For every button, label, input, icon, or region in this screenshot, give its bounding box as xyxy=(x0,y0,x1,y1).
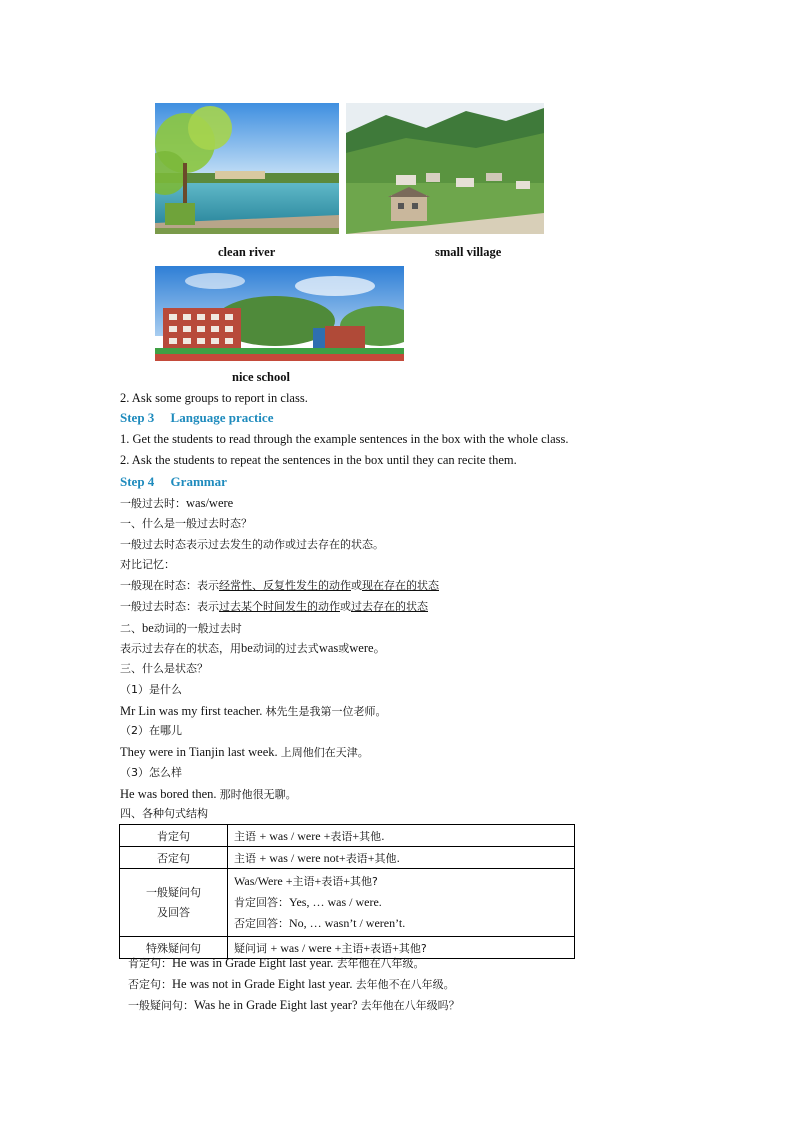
r4-d: + xyxy=(363,940,371,955)
example-affirmative xyxy=(128,955,425,972)
step3-item-2: 2. Ask the students to repeat the sentences in the box until they can recite them. xyxy=(120,453,517,467)
g1-cn: 一般过去时： xyxy=(120,497,186,510)
r4-b: + was / were + xyxy=(270,940,342,955)
step3-item-1: 1. Get the students to read through the example sentences in the box with the whole class. xyxy=(120,432,569,446)
grammar-compare: 对比记忆： xyxy=(120,558,175,571)
e2-en: He was not in Grade Eight last year. xyxy=(172,977,356,991)
grammar-definition: 一般过去时态表示过去发生的动作或过去存在的状态。 xyxy=(120,538,384,551)
r1-d: + xyxy=(352,828,360,843)
r3-l3-a: 否定回答： xyxy=(234,917,289,930)
caption-small-village: small village xyxy=(435,245,502,259)
r3-l2-a: 肯定回答： xyxy=(234,896,289,909)
grammar-example-3 xyxy=(120,786,297,803)
e3-cn: 去年他在八年级吗？ xyxy=(360,999,460,1012)
r4-f: + xyxy=(392,940,399,955)
g7-c: 动词的一般过去时 xyxy=(153,622,242,635)
grammar-past-tense-title xyxy=(120,495,233,512)
r3-l1-b: 主语 xyxy=(292,875,315,888)
grammar-state-3: （3）怎么样 xyxy=(120,766,182,779)
r3-l2-b: Yes, … was / were. xyxy=(289,895,382,909)
row-label-special-question: 特殊疑问句 xyxy=(120,937,228,959)
g5-c: 或 xyxy=(351,579,362,592)
g13-en: They were in Tianjin last week. xyxy=(120,745,281,759)
grammar-past-tense xyxy=(120,599,428,615)
r2-b: + was / were not+ xyxy=(259,850,346,865)
e2-cn: 去年他不在八年级。 xyxy=(355,978,455,991)
school-image xyxy=(155,266,404,361)
row-value-general-question xyxy=(228,869,575,937)
g1-en: was/were xyxy=(186,496,234,510)
row-value-affirmative xyxy=(228,825,575,847)
r3-l1-e: + xyxy=(343,874,351,888)
row-value-negative xyxy=(228,847,575,869)
g11-cn: 林先生是我第一位老师。 xyxy=(265,705,387,718)
table-row xyxy=(120,869,575,937)
grammar-present-tense xyxy=(120,578,439,594)
g7-a: 二、 xyxy=(120,622,142,635)
g6-a: 一般过去时态：表示 xyxy=(120,600,219,613)
caption-nice-school: nice school xyxy=(232,370,290,384)
e1-cn: 去年他在八年级。 xyxy=(336,957,425,970)
grammar-be-verb-desc xyxy=(120,640,386,657)
g8-c: 动词的过去式 xyxy=(252,642,319,655)
g6-b: 过去某个时间发生的动作 xyxy=(219,600,340,613)
grammar-what-is-past: 一、什么是一般过去时态？ xyxy=(120,517,252,530)
e1-label: 肯定句： xyxy=(128,957,172,970)
ask-groups-line: 2. Ask some groups to report in class. xyxy=(120,391,308,405)
grammar-what-is-state: 三、什么是状态？ xyxy=(120,662,208,675)
g6-d: 过去存在的状态 xyxy=(351,600,428,613)
e2-label: 否定句： xyxy=(128,978,172,991)
example-negative xyxy=(128,976,455,993)
r2-d: + xyxy=(367,850,375,865)
r1-c: 表语 xyxy=(330,829,353,843)
g5-b: 经常性、反复性发生的动作 xyxy=(219,579,351,592)
grammar-be-verb xyxy=(120,620,242,637)
g5-a: 一般现在时态：表示 xyxy=(120,579,219,592)
g5-d: 现在存在的状态 xyxy=(362,579,439,592)
village-image xyxy=(346,103,544,234)
g8-d: was xyxy=(318,641,339,655)
r2-c: 表语 xyxy=(345,851,368,865)
sentence-structure-table xyxy=(119,824,575,959)
row-label-affirmative: 肯定句 xyxy=(120,825,228,847)
grammar-example-2 xyxy=(120,744,369,761)
r4-e: 表语 xyxy=(370,941,393,955)
row-label-negative: 否定句 xyxy=(120,847,228,869)
g8-f: were。 xyxy=(349,641,387,655)
table-row xyxy=(120,825,575,847)
r3-l1-d: 表语 xyxy=(321,875,344,888)
row-label-general-question xyxy=(120,869,228,937)
r3-label-2: 及回答 xyxy=(157,905,190,919)
r4-a: 疑问词 xyxy=(234,941,271,955)
e3-label: 一般疑问句： xyxy=(128,999,194,1012)
example-general-question xyxy=(128,997,460,1014)
r3-l1-f: 其他? xyxy=(350,875,378,888)
r4-c: 主语 xyxy=(341,941,364,955)
r3-label-1: 一般疑问句 xyxy=(146,885,201,899)
r3-l1-c: + xyxy=(314,874,322,888)
r3-line-3 xyxy=(234,913,568,934)
r3-l1-a: Was/Were + xyxy=(234,874,293,888)
g6-c: 或 xyxy=(340,600,351,613)
g7-b: be xyxy=(142,621,154,635)
grammar-state-2: （2）在哪儿 xyxy=(120,724,182,737)
river-image xyxy=(155,103,339,234)
r4-g: 其他? xyxy=(398,941,427,955)
r2-e: 其他. xyxy=(374,851,400,865)
table-row xyxy=(120,847,575,869)
step3-heading: Step 3 Language practice xyxy=(120,410,274,425)
e3-en: Was he in Grade Eight last year? xyxy=(194,998,361,1012)
r2-a: 主语 xyxy=(234,851,260,865)
e1-en: He was in Grade Eight last year. xyxy=(172,956,337,970)
g11-en: Mr Lin was my first teacher. xyxy=(120,704,266,718)
r3-line-2 xyxy=(234,892,568,913)
grammar-state-1: （1）是什么 xyxy=(120,683,182,696)
g8-a: 表示过去存在的状态，用 xyxy=(120,642,241,655)
g15-cn: 那时他很无聊。 xyxy=(219,788,297,801)
grammar-example-1 xyxy=(120,703,386,720)
r3-l3-b: No, … wasn’t / weren’t. xyxy=(289,916,406,930)
grammar-sentence-structures: 四、各种句式结构 xyxy=(120,807,208,820)
caption-clean-river: clean river xyxy=(218,245,276,259)
r3-line-1 xyxy=(234,871,568,892)
g13-cn: 上周他们在天津。 xyxy=(280,746,369,759)
r1-a: 主语 xyxy=(234,829,260,843)
step4-heading: Step 4 Grammar xyxy=(120,474,227,489)
g8-e: 或 xyxy=(338,642,350,655)
r1-b: + was / were + xyxy=(259,828,331,843)
g15-en: He was bored then. xyxy=(120,787,220,801)
r1-e: 其他. xyxy=(359,829,385,843)
g8-b: be xyxy=(241,641,253,655)
